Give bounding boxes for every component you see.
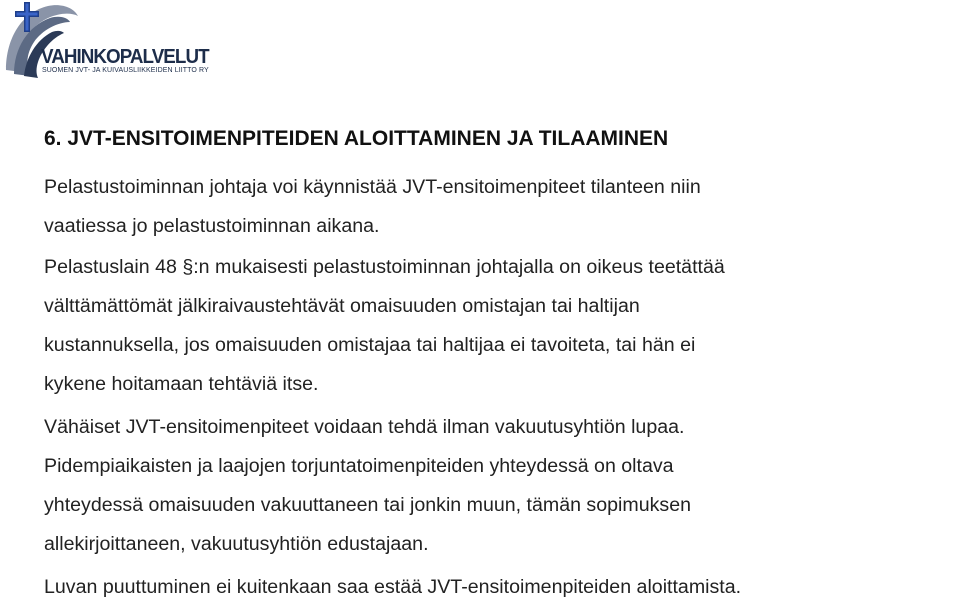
logo-subtitle: SUOMEN JVT- JA KUIVAUSLIIKKEIDEN LIITTO RY — [42, 67, 209, 74]
paragraph-line: Vähäiset JVT-ensitoimenpiteet voidaan tehdä ilman vakuutusyhtiön lupaa. — [44, 416, 685, 438]
paragraph-line: kykene hoitamaan tehtäviä itse. — [44, 373, 319, 395]
paragraph-line: Luvan puuttuminen ei kuitenkaan saa estää JVT-ensitoimenpiteiden aloittamista. — [44, 576, 742, 598]
vahinkopalvelut-logo — [4, 0, 210, 82]
paragraph-line: kustannuksella, jos omaisuuden omistajaa tai haltijaa ei tavoiteta, tai hän ei — [44, 334, 696, 356]
paragraph-line: Pidempiaikaisten ja laajojen torjuntatoimenpiteiden yhteydessä on oltava — [44, 455, 674, 477]
paragraph-4 — [44, 568, 958, 607]
paragraph-line: yhteydessä omaisuuden vakuuttaneen tai jonkin muun, tämän sopimuksen — [44, 494, 691, 516]
document-body — [44, 124, 958, 611]
paragraph-2 — [44, 248, 958, 404]
paragraph-line: välttämättömät jälkiraivaustehtävät omaisuuden omistajan tai haltijan — [44, 295, 640, 317]
section-heading: 6. JVT-ENSITOIMENPITEIDEN ALOITTAMINEN JA TILAAMINEN — [44, 127, 669, 150]
paragraph-line: Pelastustoiminnan johtaja voi käynnistää JVT-ensitoimenpiteet tilanteen niin — [44, 176, 701, 198]
paragraph-line: Pelastuslain 48 §:n mukaisesti pelastustoiminnan johtajalla on oikeus teetättää — [44, 256, 725, 278]
paragraph-1 — [44, 168, 958, 246]
paragraph-line: allekirjoittaneen, vakuutusyhtiön edustajaan. — [44, 533, 429, 555]
paragraph-3 — [44, 408, 958, 564]
paragraph-line: vaatiessa jo pelastustoiminnan aikana. — [44, 215, 380, 237]
logo-name: VAHINKOPALVELUT — [41, 46, 209, 68]
